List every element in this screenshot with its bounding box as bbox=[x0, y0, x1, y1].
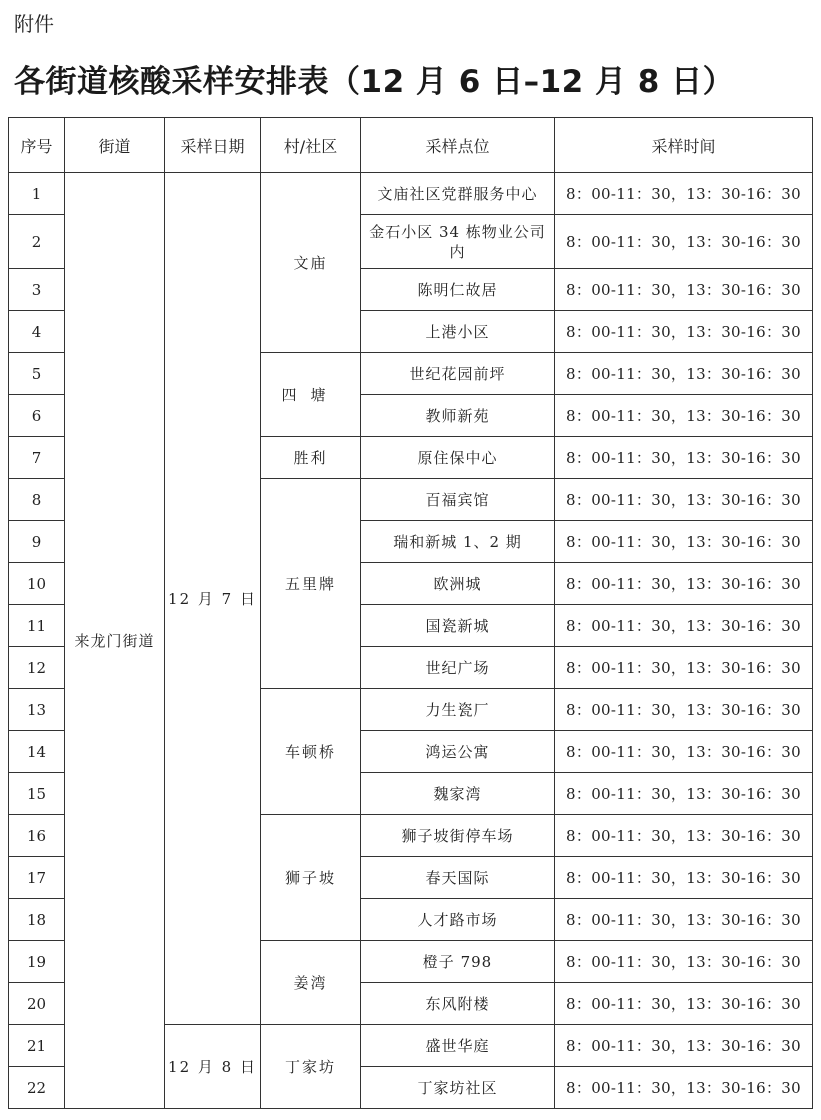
time-cell: 8：00-11：30，13：30-16：30 bbox=[555, 437, 813, 479]
row-number: 4 bbox=[9, 311, 65, 353]
time-cell: 8：00-11：30，13：30-16：30 bbox=[555, 395, 813, 437]
time-cell: 8：00-11：30，13：30-16：30 bbox=[555, 815, 813, 857]
row-number: 19 bbox=[9, 941, 65, 983]
row-number: 22 bbox=[9, 1067, 65, 1109]
time-cell: 8：00-11：30，13：30-16：30 bbox=[555, 215, 813, 269]
row-number: 15 bbox=[9, 773, 65, 815]
site-cell: 世纪广场 bbox=[361, 647, 555, 689]
table-row bbox=[9, 173, 813, 215]
sampling-schedule-table bbox=[8, 117, 813, 1109]
row-number: 21 bbox=[9, 1025, 65, 1067]
site-cell: 人才路市场 bbox=[361, 899, 555, 941]
row-number: 7 bbox=[9, 437, 65, 479]
time-cell: 8：00-11：30，13：30-16：30 bbox=[555, 647, 813, 689]
time-cell: 8：00-11：30，13：30-16：30 bbox=[555, 353, 813, 395]
row-number: 6 bbox=[9, 395, 65, 437]
time-cell: 8：00-11：30，13：30-16：30 bbox=[555, 521, 813, 563]
site-cell: 鸿运公寓 bbox=[361, 731, 555, 773]
time-cell: 8：00-11：30，13：30-16：30 bbox=[555, 605, 813, 647]
site-cell: 陈明仁故居 bbox=[361, 269, 555, 311]
community-cell: 四塘 bbox=[261, 353, 361, 437]
row-number: 2 bbox=[9, 215, 65, 269]
site-cell: 丁家坊社区 bbox=[361, 1067, 555, 1109]
column-header-street: 街道 bbox=[65, 118, 165, 173]
site-cell: 世纪花园前坪 bbox=[361, 353, 555, 395]
row-number: 11 bbox=[9, 605, 65, 647]
date-cell: 12 月 8 日 bbox=[165, 1025, 261, 1109]
row-number: 18 bbox=[9, 899, 65, 941]
street-cell: 来龙门街道 bbox=[65, 173, 165, 1109]
time-cell: 8：00-11：30，13：30-16：30 bbox=[555, 1067, 813, 1109]
column-header-date: 采样日期 bbox=[165, 118, 261, 173]
site-cell: 百福宾馆 bbox=[361, 479, 555, 521]
time-cell: 8：00-11：30，13：30-16：30 bbox=[555, 563, 813, 605]
site-cell: 春天国际 bbox=[361, 857, 555, 899]
time-cell: 8：00-11：30，13：30-16：30 bbox=[555, 773, 813, 815]
time-cell: 8：00-11：30，13：30-16：30 bbox=[555, 311, 813, 353]
time-cell: 8：00-11：30，13：30-16：30 bbox=[555, 731, 813, 773]
row-number: 14 bbox=[9, 731, 65, 773]
site-cell: 上港小区 bbox=[361, 311, 555, 353]
row-number: 5 bbox=[9, 353, 65, 395]
site-cell: 欧洲城 bbox=[361, 563, 555, 605]
column-header-time: 采样时间 bbox=[555, 118, 813, 173]
table-body bbox=[9, 173, 813, 1109]
time-cell: 8：00-11：30，13：30-16：30 bbox=[555, 173, 813, 215]
column-header-community: 村/社区 bbox=[261, 118, 361, 173]
community-cell: 姜湾 bbox=[261, 941, 361, 1025]
document-title: 各街道核酸采样安排表（12 月 6 日–12 月 8 日） bbox=[14, 64, 735, 100]
date-cell: 12 月 7 日 bbox=[165, 173, 261, 1025]
row-number: 20 bbox=[9, 983, 65, 1025]
row-number: 13 bbox=[9, 689, 65, 731]
time-cell: 8：00-11：30，13：30-16：30 bbox=[555, 983, 813, 1025]
time-cell: 8：00-11：30，13：30-16：30 bbox=[555, 269, 813, 311]
site-cell: 狮子坡街停车场 bbox=[361, 815, 555, 857]
column-header-site: 采样点位 bbox=[361, 118, 555, 173]
time-cell: 8：00-11：30，13：30-16：30 bbox=[555, 899, 813, 941]
site-cell: 盛世华庭 bbox=[361, 1025, 555, 1067]
site-cell: 力生瓷厂 bbox=[361, 689, 555, 731]
site-cell: 教师新苑 bbox=[361, 395, 555, 437]
site-cell: 橙子 798 bbox=[361, 941, 555, 983]
site-cell: 文庙社区党群服务中心 bbox=[361, 173, 555, 215]
site-cell: 瑞和新城 1、2 期 bbox=[361, 521, 555, 563]
community-cell: 狮子坡 bbox=[261, 815, 361, 941]
row-number: 1 bbox=[9, 173, 65, 215]
community-cell: 车顿桥 bbox=[261, 689, 361, 815]
row-number: 8 bbox=[9, 479, 65, 521]
community-cell: 五里牌 bbox=[261, 479, 361, 689]
site-cell: 国瓷新城 bbox=[361, 605, 555, 647]
time-cell: 8：00-11：30，13：30-16：30 bbox=[555, 941, 813, 983]
column-header-no: 序号 bbox=[9, 118, 65, 173]
row-number: 17 bbox=[9, 857, 65, 899]
row-number: 16 bbox=[9, 815, 65, 857]
community-cell: 丁家坊 bbox=[261, 1025, 361, 1109]
site-cell: 原住保中心 bbox=[361, 437, 555, 479]
attachment-label: 附件 bbox=[14, 12, 54, 36]
row-number: 9 bbox=[9, 521, 65, 563]
site-cell: 魏家湾 bbox=[361, 773, 555, 815]
site-cell: 金石小区 34 栋物业公司内 bbox=[361, 215, 555, 269]
table-header-row bbox=[9, 118, 813, 173]
site-cell: 东风附楼 bbox=[361, 983, 555, 1025]
row-number: 10 bbox=[9, 563, 65, 605]
time-cell: 8：00-11：30，13：30-16：30 bbox=[555, 479, 813, 521]
community-cell: 文庙 bbox=[261, 173, 361, 353]
time-cell: 8：00-11：30，13：30-16：30 bbox=[555, 689, 813, 731]
community-cell: 胜利 bbox=[261, 437, 361, 479]
time-cell: 8：00-11：30，13：30-16：30 bbox=[555, 1025, 813, 1067]
time-cell: 8：00-11：30，13：30-16：30 bbox=[555, 857, 813, 899]
row-number: 12 bbox=[9, 647, 65, 689]
row-number: 3 bbox=[9, 269, 65, 311]
